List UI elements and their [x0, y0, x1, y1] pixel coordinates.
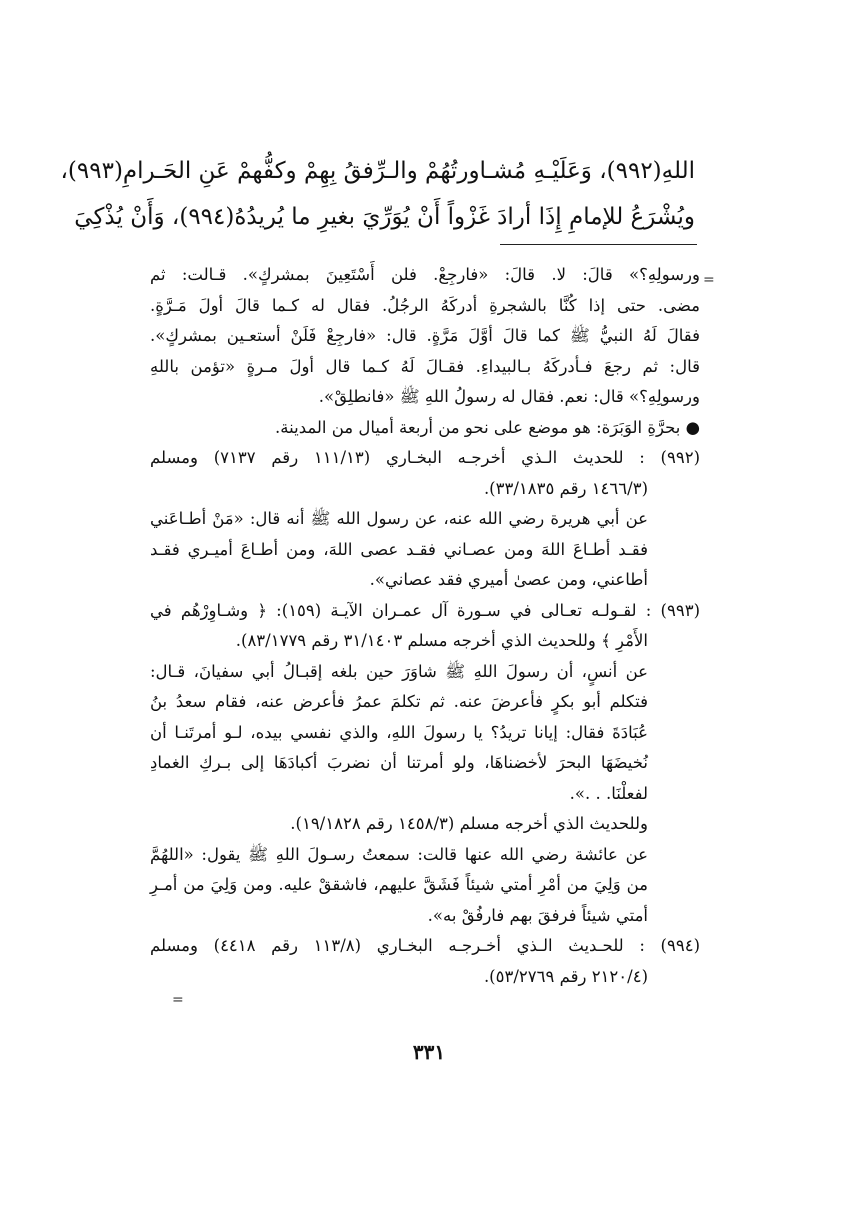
footnote-line: قال: ثم رجعَ فـأدركَهُ بـالبيداءِ. فقـالَ لَهُ كـما قال أولَ مـرةٍ «تؤمن باللهِ: [150, 356, 700, 376]
footnote-line: ورسولِهِ؟» قال: نعم. فقال له رسولُ اللهِ ﷺ «فانطلِقْ».: [318, 387, 700, 406]
footnote-heading-994: (٩٩٤) : للحـديث الـذي أخـرجـه البخـاري (١١٣/٨ رقم ٤٤١٨) ومسلم: [150, 936, 701, 955]
margin-mark-top: =: [703, 272, 715, 288]
footnote-heading-993: (٩٩٣) : لقـولـه تعـالى في سـورة آل عمـران الآيـة (١٥٩): ﴿ وشـاوِرْهُم في: [150, 600, 700, 620]
footnote-line: وللحديث الذي أخرجه مسلم (١٤٥٨/٣ رقم ١٩/١٨٢٨).: [290, 814, 648, 833]
margin-mark-bottom: =: [172, 992, 184, 1008]
footnote-line: نُخيضَهَا البحرَ لأخضناهَا، ولو أمرتنا أن نضربَ أكبادَهَا إلى بـركِ الغمادِ: [150, 753, 648, 772]
main-text: [60, 148, 695, 240]
page-number: ٣٣١: [412, 1040, 446, 1064]
footnote-line: (١٤٦٦/٣ رقم ٣٣/١٨٣٥).: [483, 478, 648, 498]
footnote-line: فقالَ لَهُ النبيُّ ﷺ كما قالَ أوَّلَ مَرَّةٍ. قال: «فارجِعْ فَلَنْ أستعـين بمشركٍ».: [150, 326, 700, 345]
footnotes: [150, 260, 700, 992]
footnote-heading-992: (٩٩٢) : للحديث الـذي أخرجـه البخـاري (١١١/١٣ رقم ٧١٣٧) ومسلم: [150, 448, 701, 467]
footnote-line: عن عائشة رضي الله عنها قالت: سمعتُ رسـولَ اللهِ ﷺ يقول: «اللهُمَّ: [150, 844, 648, 864]
footnote-line: الأَمْرِ ﴾ وللحديث الذي أخرجه مسلم ٣١/١٤٠٣ رقم ٨٣/١٧٧٩).: [235, 631, 648, 650]
footnote-line: ● بحرَّةِ الوَبَرَة: هو موضع على نحو من أربعة أميال من المدينة.: [275, 417, 700, 437]
footnote-line: مضى. حتى إذا كُنَّا بالشجرةِ أدركَهُ الرجُلُ. فقال له كـما قالَ أولَ مَـرَّةٍ.: [150, 295, 700, 315]
main-text-line: ويُشْرَعُ للإمامِ إِذَا أرادَ غَزْواً أَنْ يُوَرِّيَ بغيرِ ما يُريدُهُ(٩٩٤)، وَأَنْ يُذْكِيَ: [74, 204, 695, 230]
main-text-line: اللهِ(٩٩٢)، وَعَلَيْـهِ مُشـاورتُهُمْ والـرِّفقُ بِهِمْ وكفُّهمْ عَنِ الحَـرامِ(٩٩٣)،: [60, 158, 695, 184]
footnote-line: عُبَادَةَ فقال: إيانا تريدُ؟ يا رسولَ اللهِ، والذي نفسي بيده، لـو أمرتَنـا أن: [150, 722, 648, 742]
footnote-line: عن أنسٍ، أن رسولَ اللهِ ﷺ شاوَرَ حين بلغه إقبـالُ أبي سفيانَ، قـال:: [150, 661, 648, 681]
footnote-line: عن أبي هريرة رضي الله عنه، عن رسول الله ﷺ أنه قال: «مَنْ أطـاعَني: [150, 509, 648, 528]
footnote-line: أمتي شيئاً فرفقَ بهم فارفُقْ به».: [427, 905, 648, 925]
footnote-line: لفعلْنَا. . .».: [569, 783, 648, 803]
footnote-line: ورسولِهِ؟» قالَ: لا. قالَ: «فارجِعْ. فلن أَسْتَعِينَ بمشركٍ». قـالت: ثم: [150, 265, 700, 284]
footnote-separator: [500, 244, 697, 245]
footnote-line: فتكلم أبو بكرٍ فأعرضَ عنه. ثم تكلمَ عمرُ فأعرض عنه، فقام سعدُ بنُ: [150, 692, 648, 711]
footnote-line: (٢١٢٠/٤ رقم ٥٣/٢٧٦٩).: [483, 966, 648, 986]
footnote-line: فقـد أطـاعَ اللهَ ومن عصـاني فقـد عصى اللهَ، ومن أطـاعَ أميـري فقـد: [150, 539, 648, 559]
footnote-line: من وَلِيَ من أمْرِ أمتي شيئاً فَشَقَّ عليهم، فاشققْ عليه. ومن وَلِيَ من أمـرِ: [150, 875, 648, 894]
footnote-line: أطاعني، ومن عصىٰ أميري فقد عصاني».: [369, 570, 648, 589]
